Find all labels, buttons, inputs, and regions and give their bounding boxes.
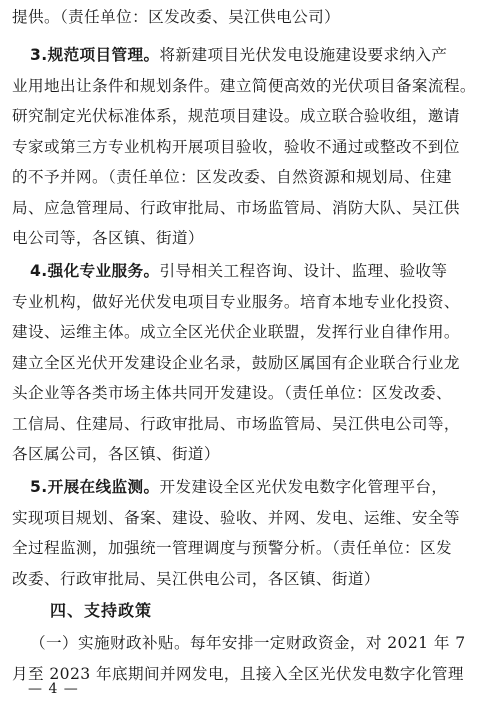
page-number: — 4 — (28, 681, 79, 697)
text-line: 将新建项目光伏发电设施建设要求纳入产 (159, 46, 448, 64)
text-line: 全过程监测，加强统一管理调度与预警分析。（责任单位：区发 (12, 539, 453, 557)
paragraph-item-3 (12, 40, 494, 254)
text-line: 建设、运维主体。成立全区光伏企业联盟，发挥行业自律作用。 (12, 323, 460, 341)
text-line: （一）实施财政补贴。每年安排一定财政资金，对 2021 年 7 (30, 634, 466, 652)
text-line: 的不予并网。（责任单位：区发改委、自然资源和规划局、住建 (12, 168, 453, 186)
text-line: 专业机构，做好光伏发电项目专业服务。培育本地专业化投资、 (12, 292, 460, 311)
text-line: 改委、行政审批局、吴江供电公司，各区镇、街道） (12, 569, 380, 588)
text-line: 头企业等各类市场主体共同开发建设。（责任单位：区发改委、 (12, 384, 453, 402)
text-line: 局、应急管理局、行政审批局、市场监管局、消防大队、吴江供 (12, 198, 460, 217)
item-4-heading: 4.强化专业服务。 (30, 262, 160, 280)
text-line: 研究制定光伏标准体系，规范项目建设。成立联合验收组，邀请 (12, 107, 460, 125)
item-5-heading: 5.开展在线监测。 (30, 478, 160, 496)
text-line: 专家或第三方专业机构开展项目验收，验收不通过或整改不到位 (12, 137, 460, 156)
paragraph-item-5 (12, 472, 494, 594)
paragraph-subsection-1 (12, 628, 494, 689)
text-line: 实现项目规划、备案、建设、验收、并网、发电、运维、安全等 (12, 508, 460, 527)
paragraph-continuation (12, 2, 494, 33)
text-line: 业用地出让条件和规划条件。建立简便高效的光伏项目备案流程。 (12, 76, 476, 95)
text-line: 建立全区光伏开发建设企业名录，鼓励区属国有企业联合行业龙 (12, 353, 460, 372)
paragraph-item-4 (12, 256, 494, 470)
text-line: 月至 2023 年底期间并网发电，且接入全区光伏发电数字化管理 (12, 664, 464, 683)
text-line: 各区属公司，各区镇、街道） (12, 445, 220, 463)
text-line: 提供。（责任单位：区发改委、吴江供电公司） (12, 8, 341, 26)
text-line: 引导相关工程咨询、设计、监理、验收等 (159, 262, 448, 280)
text-line: 开发建设全区光伏发电数字化管理平台， (159, 478, 448, 496)
text-line: 工信局、住建局、行政审批局、市场监管局、吴江供电公司等， (12, 414, 460, 433)
section-heading: 四、支持政策 (50, 601, 153, 620)
item-3-heading: 3.规范项目管理。 (30, 46, 160, 64)
text-line: 电公司等，各区镇、街道） (12, 229, 204, 247)
